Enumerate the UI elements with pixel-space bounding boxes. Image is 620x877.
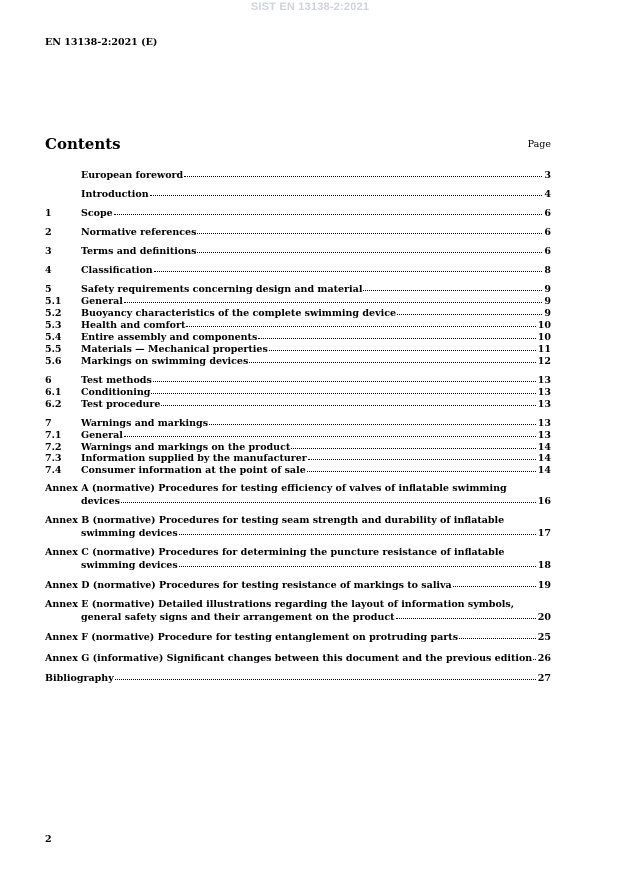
toc-leader-dots [161,397,535,406]
toc-entry-label: Warnings and markings on the product [81,441,291,453]
toc-annex-title-cont: general safety signs and their arrangement on the product [81,612,395,624]
toc-entry-page: 14 [537,441,551,453]
toc-leader-dots [184,168,542,177]
toc-annex-title: Annex B (normative) Procedures for testing seam strength and durability of inflatable [45,515,505,527]
toc-leader-dots [197,244,542,253]
toc-entry-number: 7.3 [45,453,62,465]
toc-entry-page: 17 [537,528,551,540]
toc-entry[interactable] [45,226,551,238]
toc-annex-title: Annex C (normative) Procedures for determining the puncture resistance of inflatable [45,547,505,559]
toc-entry-number: 6.2 [45,398,62,410]
document-id: EN 13138-2:2021 (E) [45,37,158,48]
toc-entry-page: 14 [537,453,551,465]
toc-entry-page: 6 [544,208,551,220]
toc-leader-dots [291,440,536,449]
toc-annex-entry[interactable] [45,579,551,592]
toc-entry-label: Health and comfort [81,320,186,332]
page-number: 2 [45,834,52,845]
toc-entry-number: 5 [45,284,52,296]
toc-annex-title: Annex G (informative) Significant changes between this document and the previous edition [45,652,533,664]
toc-entry[interactable] [45,464,551,476]
toc-annex-title-cont: swimming devices [81,560,178,572]
toc-leader-dots [269,342,536,351]
toc-entry-label: Materials — Mechanical properties [81,343,268,355]
toc-entry-label: Warnings and markings [81,417,209,429]
toc-entry-page: 26 [537,652,551,664]
toc-entry-page: 11 [537,343,551,355]
toc-leader-dots [459,630,536,639]
toc-entry-number: 7.1 [45,429,62,441]
toc-entry-number: 5.4 [45,332,62,344]
toc-entry-label: Entire assembly and components [81,332,258,344]
toc-entry-number: 5.3 [45,320,62,332]
toc-leader-dots [153,373,536,382]
toc-entry-label: European foreword [81,170,184,181]
toc-entry-page: 27 [537,672,551,684]
toc-entry-label: General [81,429,123,441]
toc-entry-page: 25 [537,632,551,644]
toc-entry-label: Consumer information at the point of sale [81,465,306,477]
toc-annex-entry[interactable] [45,483,551,508]
toc-annex-title: Annex F (normative) Procedure for testing entanglement on protruding parts [45,632,459,644]
toc-leader-dots [397,306,542,315]
toc-entry-page: 10 [537,332,551,344]
toc-entry-label: Scope [81,208,113,220]
toc-entry-number: 6.1 [45,386,62,398]
toc-entry-page: 9 [544,296,551,308]
toc-leader-dots [114,206,543,215]
toc-entry-page: 16 [537,496,551,508]
toc-entry[interactable] [45,264,551,276]
toc-entry[interactable] [45,398,551,410]
toc-entry-label: Classification [81,265,153,277]
toc-entry-label: Conditioning [81,386,151,398]
toc-entry-page: 9 [544,308,551,320]
toc-entry-label: Information supplied by the manufacturer [81,453,307,465]
toc-entry-page: 4 [544,189,551,201]
toc-leader-dots [307,463,536,472]
toc-entry-page: 14 [537,465,551,477]
toc-leader-dots [249,354,535,363]
watermark: SIST EN 13138-2:2021 [250,1,370,13]
toc-entry-number: 6 [45,374,52,386]
toc-entry-page: 6 [544,246,551,258]
toc-annex-entry[interactable] [45,515,551,540]
toc-annex-entry[interactable] [45,652,551,665]
toc-entry-page: 13 [537,417,551,429]
toc-entry[interactable] [45,169,551,181]
toc-entry-page: 12 [537,355,551,367]
toc-entry-number: 5.2 [45,308,62,320]
toc-entry[interactable] [45,245,551,257]
contents-title: Contents [45,135,121,153]
toc-leader-dots [258,330,535,339]
toc-annex-entry[interactable] [45,672,551,685]
toc-entry-label: Markings on swimming devices [81,355,249,367]
toc-entry-label: Buoyancy characteristics of the complete swimming device [81,308,397,320]
toc-entry[interactable] [45,207,551,219]
toc-entry-number: 3 [45,246,52,258]
toc-entry-page: 13 [537,398,551,410]
toc-entry-number: 5.5 [45,343,62,355]
toc-entry-page: 3 [544,170,551,181]
toc-leader-dots [179,558,536,567]
page-column-label: Page [527,139,551,150]
toc-leader-dots [150,187,543,196]
toc-entry-page: 13 [537,386,551,398]
toc-entry-label: Terms and definitions [81,246,197,258]
toc-annex-title-cont: devices [81,496,120,508]
toc-entry-number: 2 [45,227,52,239]
toc-annex-title: Bibliography [45,672,114,684]
toc-annex-title-cont: swimming devices [81,528,178,540]
toc-annex-entry[interactable] [45,631,551,644]
toc-annex-entry[interactable] [45,599,551,624]
toc-leader-dots [396,610,536,619]
toc-leader-dots [363,282,542,291]
toc-entry-number: 7.4 [45,465,62,477]
toc-leader-dots [186,318,535,327]
toc-entry-page: 20 [537,612,551,624]
toc-entry-page: 13 [537,429,551,441]
toc-leader-dots [453,578,536,587]
toc-leader-dots [308,451,536,460]
toc-entry-number: 7.2 [45,441,62,453]
toc-leader-dots [124,428,536,437]
toc-leader-dots [179,526,536,535]
toc-entry-page: 18 [537,560,551,572]
toc-entry-page: 6 [544,227,551,239]
toc-entry-page: 8 [544,265,551,277]
toc-entry-number: 5.1 [45,296,62,308]
toc-leader-dots [115,671,536,680]
toc-entry-number: 7 [45,417,52,429]
toc-leader-dots [533,651,536,660]
toc-entry-label: Test procedure [81,398,161,410]
toc-entry-label: Normative references [81,227,197,239]
toc-annex-title: Annex E (normative) Detailed illustrations regarding the layout of information symbols, [45,599,515,611]
toc-annex-title: Annex A (normative) Procedures for testing efficiency of valves of inflatable swimming [45,483,507,495]
toc-entry-label: Safety requirements concerning design and material [81,284,363,296]
table-of-contents [45,169,551,685]
toc-entry-number: 4 [45,265,52,277]
toc-leader-dots [151,385,535,394]
toc-leader-dots [209,416,536,425]
toc-entry-label: Introduction [81,189,149,201]
toc-annex-title: Annex D (normative) Procedures for testing resistance of markings to saliva [45,580,452,592]
toc-annex-entry[interactable] [45,547,551,572]
toc-entry-page: 9 [544,284,551,296]
toc-entry[interactable] [45,355,551,367]
toc-leader-dots [121,494,536,503]
toc-entry-page: 10 [537,320,551,332]
toc-entry-number: 5.6 [45,355,62,367]
toc-entry-number: 1 [45,208,52,220]
toc-entry-page: 19 [537,580,551,592]
toc-entry[interactable] [45,188,551,200]
toc-entry-label: General [81,296,123,308]
toc-leader-dots [197,225,542,234]
toc-leader-dots [154,263,543,272]
toc-entry-label: Test methods [81,374,152,386]
toc-leader-dots [124,294,542,303]
toc-entry-page: 13 [537,374,551,386]
